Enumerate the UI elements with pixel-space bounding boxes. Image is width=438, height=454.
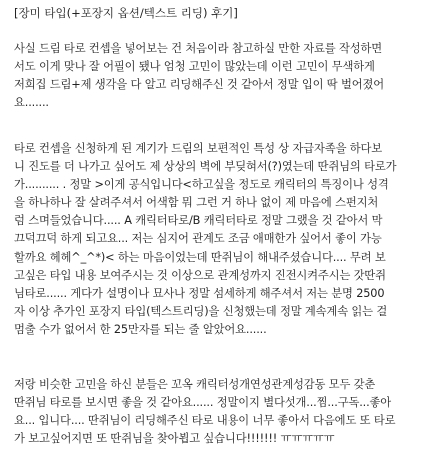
text-line: 가 보고싶어지면 또 딴쥐님을 찾아뵙고 싶습니다!!!!!!! ㅠㅠㅠㅠㅠ [14, 432, 335, 446]
text-line: 할까요 헤헤^_^*)< 하는 마음이었는데 딴쥐님이 해내주셨습니다.... 무려 보 [14, 250, 386, 264]
text-line: 멈출 수가 없어서 한 25만자를 되는 줄 알았어요...... [14, 322, 267, 336]
text-line: 저희집 드림+제 생각을 다 알고 리딩해주신 것 같아서 정말 입이 딱 벌어졌어 [14, 78, 385, 92]
paragraph-intro [14, 40, 430, 112]
text-line: 가.......... . 정말 >이게 공식입니다<하고싶을 정도로 캐릭터의 특징이나 성격 [14, 178, 389, 192]
review-title: [장미 타입(+포장지 옵션/텍스트 리딩) 후기] [14, 6, 238, 20]
text-line: 타로 컨셉을 신청하게 된 계기가 드림의 보편적인 특성 상 자급자족을 하다보 [14, 142, 383, 155]
paragraph-closing [14, 376, 430, 448]
text-line: 요... 입니다.... 딴쥐님이 리딩해주신 타로 내용이 너무 좋아서 다음에도 또 타로 [14, 414, 396, 428]
text-line: 자 이상 추가인 포장지 타입(텍스트리딩)을 신청했는데 정말 계속계속 읽는 걸 [14, 304, 388, 318]
text-line: 요....... [14, 96, 49, 110]
text-line: 니 진도를 더 나가고 싶어도 제 상상의 벽에 부딪혀서(?)였는데 딴쥐님의 타로가 [14, 160, 397, 174]
text-line: 을 하나하나 잘 살려주셔서 어색함 뭐 그런 거 하나 없이 제 마음에 스펀지처 [14, 196, 379, 210]
text-line: 서도 이게 맞나 잘 어필이 됐나 엄청 고민이 많았는데 이런 고민이 무색하게 [14, 60, 375, 74]
paragraph-body [14, 140, 430, 339]
text-line: 사실 드림 타로 컨셉을 넣어보는 건 처음이라 참고하실 만한 자료를 작성하면 [14, 42, 383, 55]
text-line: 님타로...... 게다가 설명이나 묘사나 정말 섬세하게 해주셔서 저는 분명 2500 [14, 286, 385, 300]
text-line: 저랑 비슷한 고민을 하신 분들은 꼬옥 캐릭터성개연성관계성감동 모두 갖춘 [14, 378, 376, 391]
text-line: 끄덕끄덕 하게 되고요... 저는 심지어 관계도 조금 애매한가 싶어서 좋이 가능 [14, 232, 382, 246]
text-line: 럼 스며들었습니다..... A 캐릭터타로/B 캐릭터타로 정말 그랬을 것 같아서 막 [14, 214, 383, 228]
text-line: 고싶은 타입 내용 보여주시는 것 이상으로 관계성까지 진전시켜주시는 갓딴쥐 [14, 268, 386, 282]
text-line: 딴쥐님 타로를 보시면 좋을 것 같아요...... 정말이지 별다섯개...찜...구독...좋아 [14, 396, 392, 410]
